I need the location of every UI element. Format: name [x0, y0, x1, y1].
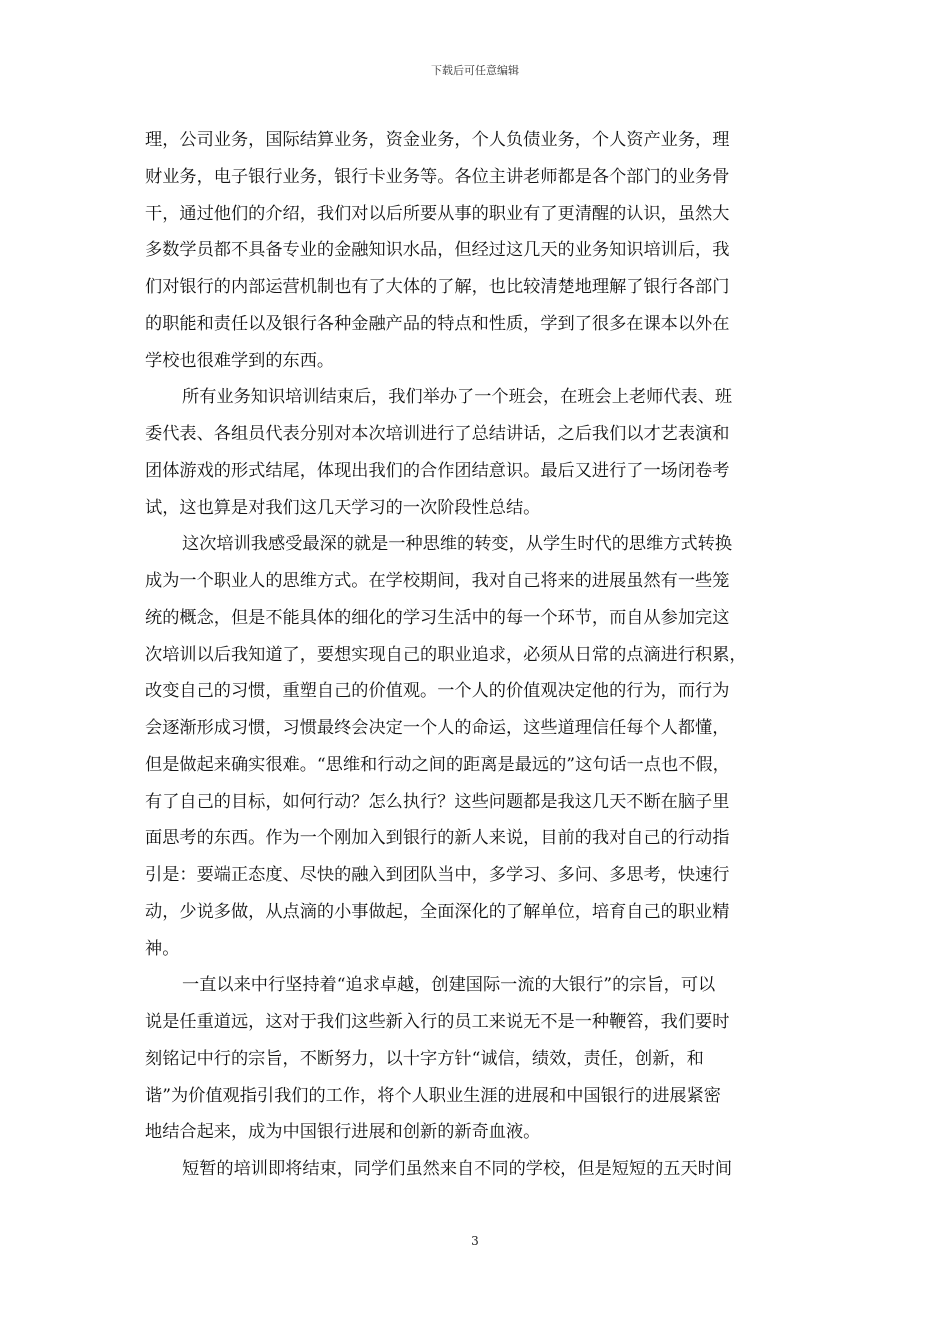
text-line: 但是做起来确实很难。“思维和行动之间的距离是最远的”这句话一点也不假，	[145, 754, 730, 775]
text-line: 刻铭记中行的宗旨，不断努力，以十字方针“诚信，绩效，责任，创新，和	[145, 1048, 704, 1069]
text-line: 次培训以后我知道了，要想实现自己的职业追求，必须从日常的点滴进行积累，	[145, 644, 747, 665]
document-body	[145, 122, 807, 1188]
text-line: 试，这也算是对我们这几天学习的一次阶段性总结。	[145, 497, 541, 518]
text-line: 改变自己的习惯，重塑自己的价值观。一个人的价值观决定他的行为，而行为	[145, 681, 730, 702]
page-header: 下载后可任意编辑	[431, 64, 519, 77]
text-line: 引是：要端正态度、尽快的融入到团队当中，多学习、多问、多思考，快速行	[145, 865, 730, 885]
text-line: 地结合起来，成为中国银行进展和创新的新奇血液。	[145, 1122, 541, 1143]
text-line: 成为一个职业人的思维方式。在学校期间，我对自己将来的进展虽然有一些笼	[145, 571, 730, 591]
page-number: 3	[471, 1234, 479, 1248]
paragraph-first-line: 所有业务知识培训结束后，我们举办了一个班会，在班会上老师代表、班	[182, 387, 733, 408]
text-line: 财业务，电子银行业务，银行卡业务等。各位主讲老师都是各个部门的业务骨	[145, 166, 730, 187]
text-line: 的职能和责任以及银行各种金融产品的特点和性质，学到了很多在课本以外在	[145, 313, 730, 334]
text-line: 说是任重道远，这对于我们这些新入行的员工来说无不是一种鞭笞，我们要时	[145, 1012, 730, 1032]
text-line: 有了自己的目标，如何行动？怎么执行？这些问题都是我这几天不断在脑子里	[145, 791, 730, 812]
text-line: 理，公司业务，国际结算业务，资金业务，个人负债业务，个人资产业务，理	[145, 130, 730, 150]
text-line: 神。	[145, 938, 180, 959]
paragraph-first-line: 一直以来中行坚持着“追求卓越，创建国际一流的大银行”的宗旨，可以	[182, 975, 716, 996]
text-line: 面思考的东西。作为一个刚加入到银行的新人来说，目前的我对自己的行动指	[145, 828, 730, 849]
text-line: 们对银行的内部运营机制也有了大体的了解，也比较清楚地理解了银行各部门	[145, 277, 730, 297]
text-line: 学校也很难学到的东西。	[145, 350, 335, 371]
paragraph-first-line: 短暂的培训即将结束，同学们虽然来自不同的学校，但是短短的五天时间	[182, 1159, 733, 1179]
text-line: 干，通过他们的介绍，我们对以后所要从事的职业有了更清醒的认识，虽然大	[145, 203, 730, 224]
text-line: 动，少说多做，从点滴的小事做起，全面深化的了解单位，培育自己的职业精	[145, 901, 730, 922]
text-line: 会逐渐形成习惯，习惯最终会决定一个人的命运，这些道理信任每个人都懂，	[145, 718, 730, 738]
paragraph-first-line: 这次培训我感受最深的就是一种思维的转变，从学生时代的思维方式转换	[182, 534, 733, 555]
text-line: 谐”为价值观指引我们的工作，将个人职业生涯的进展和中国银行的进展紧密	[145, 1085, 721, 1106]
text-line: 统的概念，但是不能具体的细化的学习生活中的每一个环节，而自从参加完这	[145, 607, 730, 628]
text-line: 团体游戏的形式结尾，体现出我们的合作团结意识。最后又进行了一场闭卷考	[145, 460, 730, 481]
text-line: 多数学员都不具备专业的金融知识水品，但经过这几天的业务知识培训后，我	[145, 240, 730, 261]
text-line: 委代表、各组员代表分别对本次培训进行了总结讲话，之后我们以才艺表演和	[145, 424, 730, 444]
